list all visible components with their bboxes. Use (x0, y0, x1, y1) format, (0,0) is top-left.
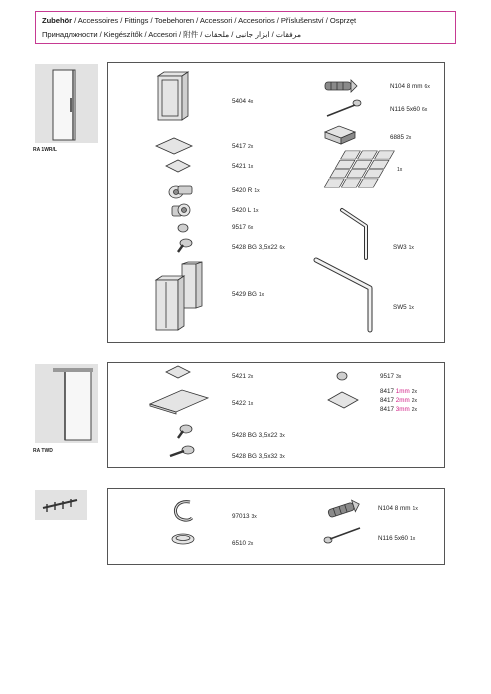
clip-icon (172, 498, 196, 524)
part-label-9517: 9517 3x (380, 373, 402, 380)
wall-plug-icon (324, 498, 364, 520)
part-label-sw3: SW3 1x (393, 244, 414, 251)
header-box (35, 11, 456, 44)
part-label-n104: N104 8 mm 6x (390, 83, 430, 90)
part-label-5428-32: 5428 BG 3,5x32 3x (232, 453, 285, 460)
screw-long-icon (166, 444, 196, 460)
part-label-5422: 5422 1x (232, 400, 254, 407)
part-label-5421: 5421 2x (232, 373, 254, 380)
block-icon (323, 124, 359, 146)
small-pad-icon (166, 366, 196, 380)
parts-panel-3 (107, 488, 445, 565)
oval-cap-icon (170, 532, 198, 546)
header-title-line (42, 16, 356, 25)
part-label-5420r: 5420 R 1x (232, 187, 260, 194)
model-label: RA TWD (33, 448, 53, 454)
part-label-n104: N104 8 mm 1x (378, 505, 418, 512)
part-label-97013: 97013 3x (232, 513, 257, 520)
fixing-kit-thumbnail (35, 490, 87, 520)
shower-wall-thumbnail (35, 364, 98, 443)
header-title-rest: / Accessoires / Fittings / Toebehoren / Accessori / Accesorios / Příslušenství / Osprzęt (72, 16, 357, 25)
long-screw-icon (323, 98, 363, 120)
screw-icon (172, 424, 196, 440)
part-label-sw5: SW5 1x (393, 304, 414, 311)
shim-icon (326, 390, 362, 410)
part-label-5417: 5417 2x (232, 143, 254, 150)
header-subtitle-line: Принадлжности / Kiegészítők / Accesori / 附件 / مرفقات / ابزار جانبى / ملحقات (42, 30, 302, 39)
wall-plug-icon (321, 76, 359, 96)
part-label-5428-22: 5428 BG 3,5x22 3x (232, 432, 285, 439)
part-label-6885: 6885 2x (390, 134, 412, 141)
part-label-5421: 5421 1x (232, 163, 254, 170)
part-label-5429: 5429 BG 1x (232, 291, 265, 298)
fixing-kit-icon (35, 490, 87, 520)
screw-icon (172, 238, 196, 254)
part-label-9517: 9517 6x (232, 224, 254, 231)
hinge-right-icon (168, 182, 198, 200)
small-pad-icon (166, 160, 196, 174)
part-label-5428-22: 5428 BG 3,5x22 6x (232, 244, 285, 251)
cap-icon (177, 222, 191, 234)
end-cap-profile-icon (152, 72, 192, 122)
shim-label-3mm: 8417 3mm 2x (380, 406, 418, 413)
shower-door-thumbnail (35, 64, 98, 143)
part-label-5404: 5404 4x (232, 98, 254, 105)
hinge-left-icon (170, 202, 194, 220)
allen-key-large-icon (312, 254, 382, 334)
shower-door-icon (35, 64, 98, 143)
part-label-5420l: 5420 L 1x (232, 207, 259, 214)
part-label-6510: 6510 2x (232, 540, 254, 547)
wall-profile-icon (152, 262, 208, 332)
tile-grid-icon (306, 152, 386, 196)
shim-label-1mm: 8417 1mm 2x (380, 388, 418, 395)
glass-pad-icon (156, 138, 196, 156)
part-label-tile-grid: 1x (397, 167, 403, 173)
cap-icon (336, 370, 350, 382)
part-label-n116: N116 5x60 6x (390, 106, 428, 113)
header-title-bold: Zubehör (42, 16, 73, 25)
long-screw-icon (322, 524, 364, 546)
part-label-n116: N116 5x60 1x (378, 535, 416, 542)
shim-label-2mm: 8417 2mm 2x (380, 397, 418, 404)
flat-plate-icon (148, 388, 210, 416)
model-label: RA 1WR/L (33, 147, 57, 153)
shower-wall-icon (35, 364, 98, 443)
